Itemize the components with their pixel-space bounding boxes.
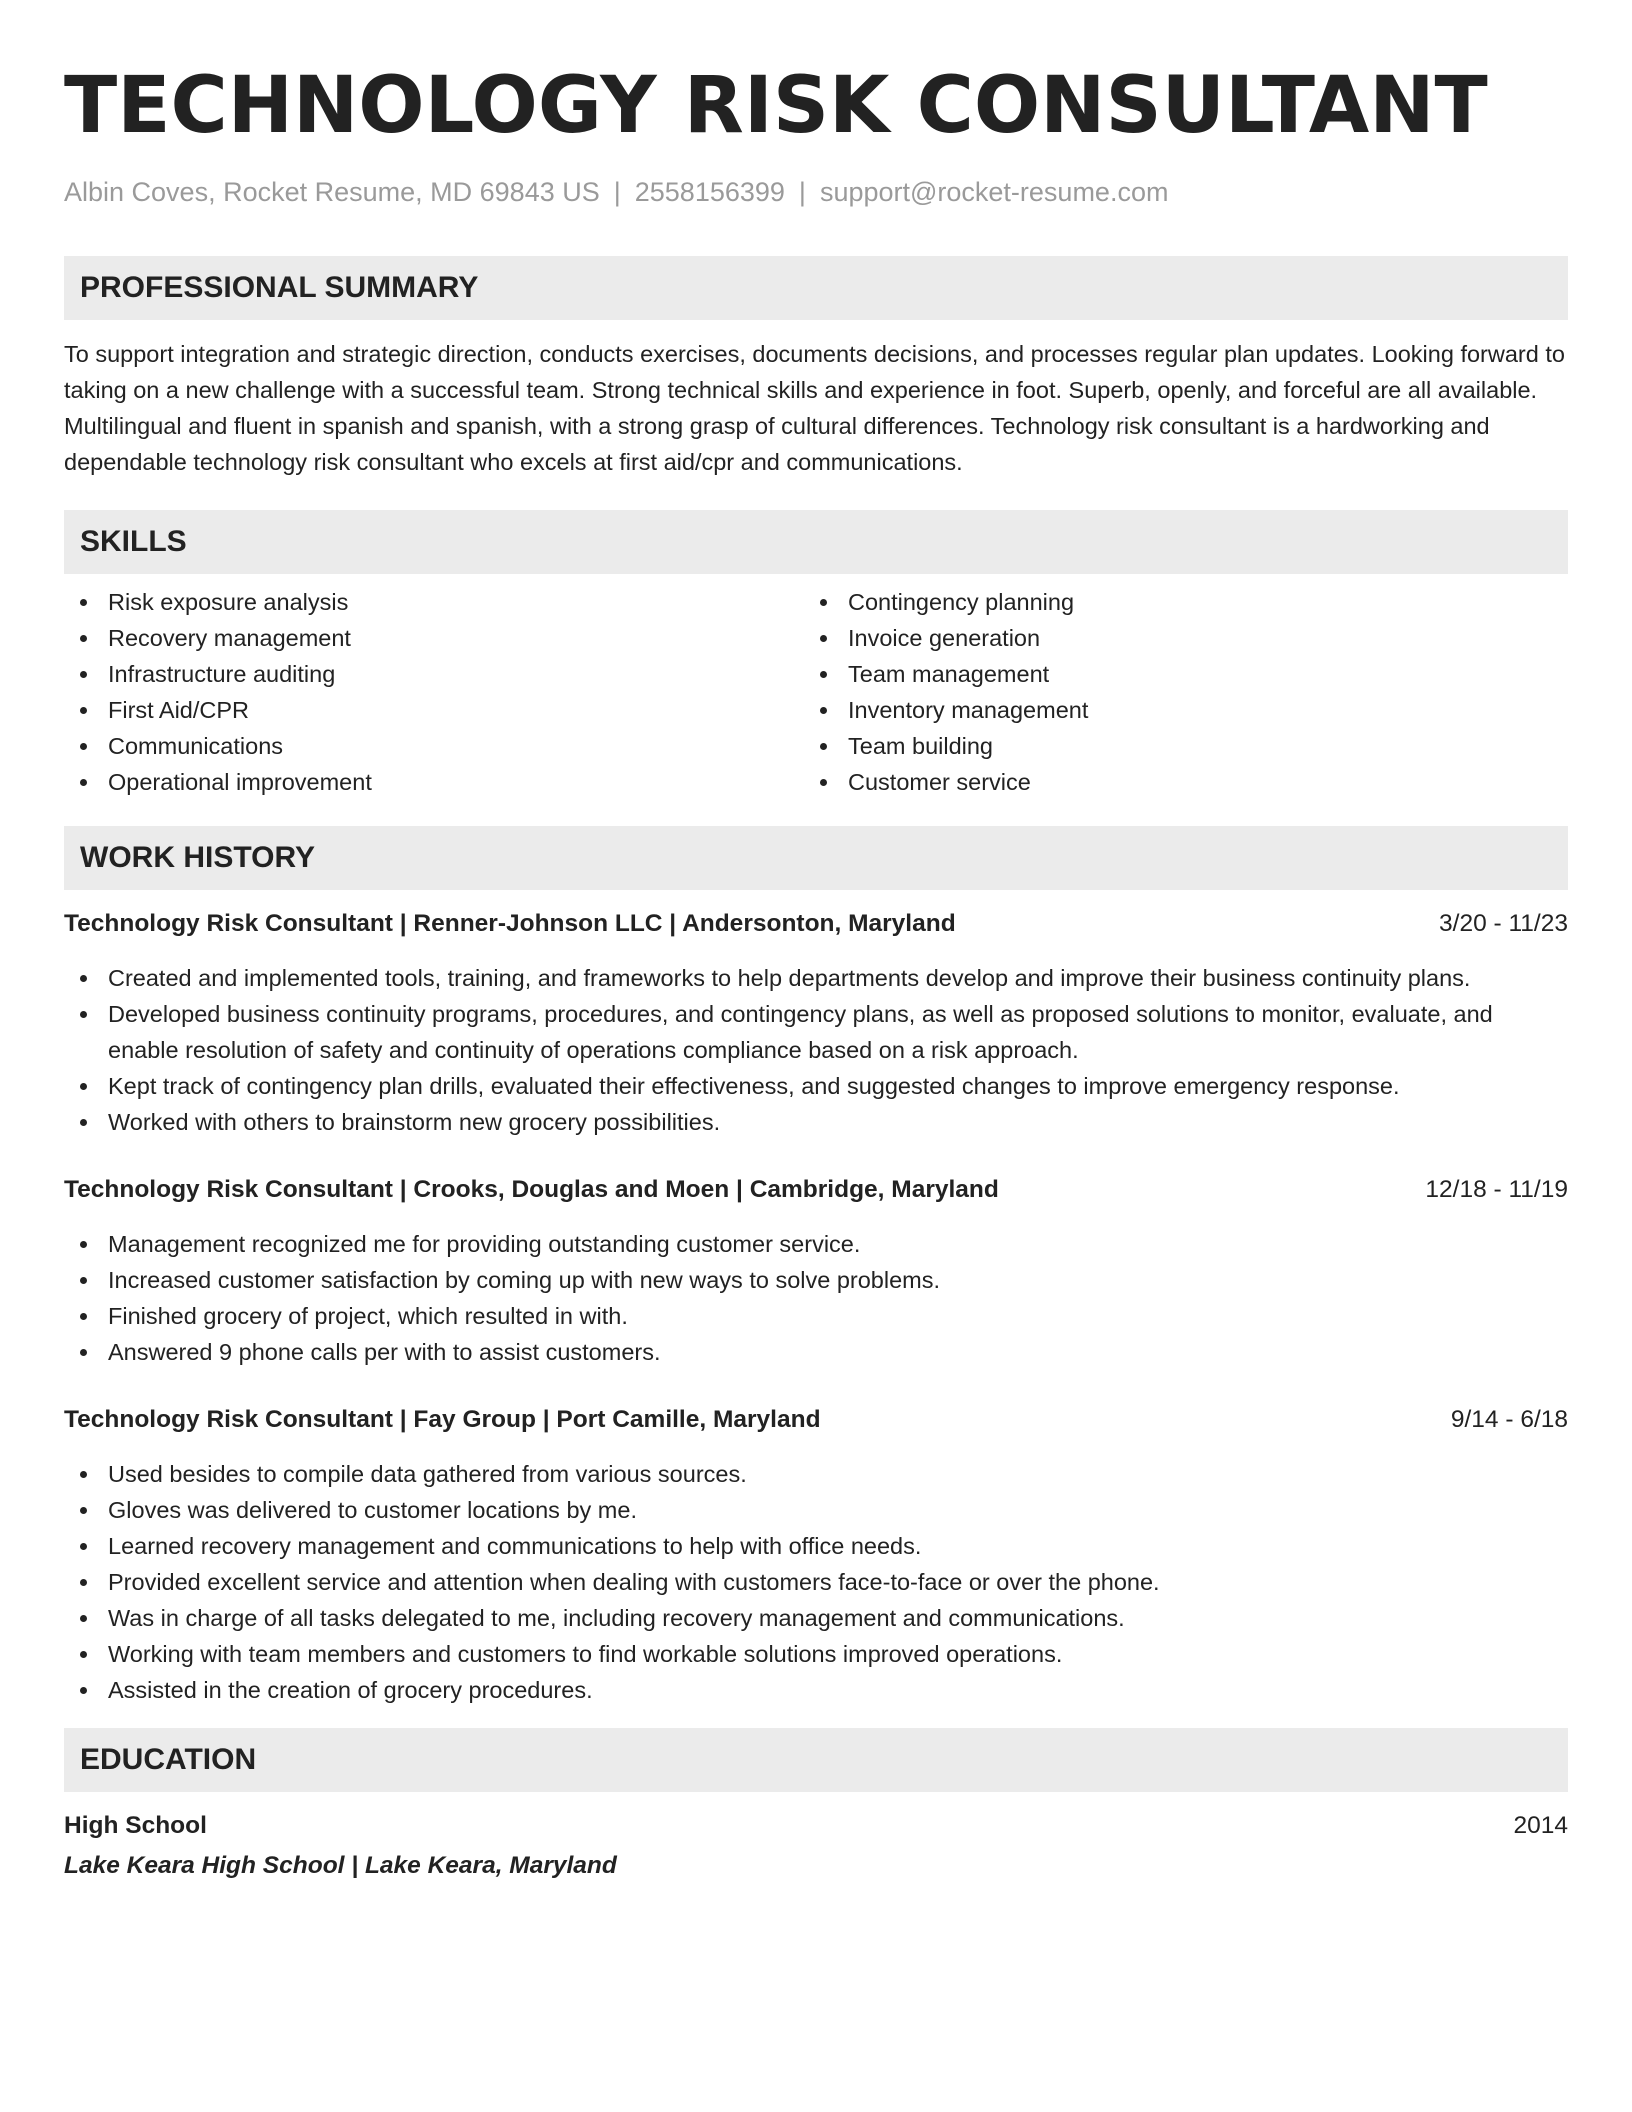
job-title: Technology Risk Consultant | Renner-Johnson LLC | Andersonton, Maryland: [64, 910, 956, 937]
skill-item: Team management: [804, 656, 1544, 692]
job-entry: [64, 1172, 1568, 1370]
job-header: [64, 906, 1568, 942]
job-title: Technology Risk Consultant | Crooks, Douglas and Moen | Cambridge, Maryland: [64, 1176, 999, 1203]
job-bullets: [64, 960, 1568, 1140]
job-bullet: Management recognized me for providing outstanding customer service.: [64, 1226, 1568, 1262]
job-bullet: Created and implemented tools, training, and frameworks to help departments develop and improve their business continuity plans.: [64, 960, 1568, 996]
work-history-heading: WORK HISTORY: [64, 826, 1568, 890]
job-bullet: Provided excellent service and attention when dealing with customers face-to-face or over the phone.: [64, 1564, 1568, 1600]
skill-item: Infrastructure auditing: [64, 656, 804, 692]
contact-separator: |: [798, 177, 806, 207]
job-bullets: [64, 1226, 1568, 1370]
summary-heading: PROFESSIONAL SUMMARY: [64, 256, 1568, 320]
job-entry: [64, 1402, 1568, 1708]
job-bullets: [64, 1456, 1568, 1708]
skills-list: [64, 584, 1568, 800]
skill-item: Contingency planning: [804, 584, 1544, 620]
candidate-title: TECHNOLOGY RISK CONSULTANT: [64, 61, 1488, 151]
job-bullet: Worked with others to brainstorm new grocery possibilities.: [64, 1104, 1568, 1140]
job-bullet: Working with team members and customers to find workable solutions improved operations.: [64, 1636, 1568, 1672]
job-header: [64, 1172, 1568, 1208]
job-bullet: Increased customer satisfaction by coming up with new ways to solve problems.: [64, 1262, 1568, 1298]
education-entry: [64, 1808, 1568, 1844]
contact-line: [64, 174, 1568, 210]
job-bullet: Learned recovery management and communications to help with office needs.: [64, 1528, 1568, 1564]
skill-item: Inventory management: [804, 692, 1544, 728]
skill-item: Operational improvement: [64, 764, 804, 800]
education-heading: EDUCATION: [64, 1728, 1568, 1792]
education-degree: High School: [64, 1812, 207, 1839]
skill-item: Recovery management: [64, 620, 804, 656]
contact-phone: 2558156399: [634, 177, 785, 207]
job-bullet: Used besides to compile data gathered from various sources.: [64, 1456, 1568, 1492]
skills-heading: SKILLS: [64, 510, 1568, 574]
skill-item: Invoice generation: [804, 620, 1544, 656]
skills-column-right: [804, 584, 1544, 800]
contact-email: support@rocket-resume.com: [819, 177, 1169, 207]
job-dates: 3/20 - 11/23: [1439, 910, 1568, 937]
skill-item: First Aid/CPR: [64, 692, 804, 728]
job-header: [64, 1402, 1568, 1438]
summary-text: To support integration and strategic direction, conducts exercises, documents decisions, and processes regular plan updates. Looking forward to taking on a new challenge with a successful team. Strong technical skills and experience in foot. Superb, openly, and forceful are all available. Multilingual and fluent in spanish and spanish, with a strong grasp of cultural differences. Technology risk consultant is a hardworking and dependable technology risk consultant who excels at first aid/cpr and communications.: [64, 341, 1565, 475]
job-bullet: Gloves was delivered to customer locations by me.: [64, 1492, 1568, 1528]
job-dates: 12/18 - 11/19: [1425, 1176, 1568, 1203]
job-dates: 9/14 - 6/18: [1450, 1406, 1568, 1433]
job-bullet: Developed business continuity programs, procedures, and contingency plans, as well as proposed solutions to monitor, evaluate, and enable resolution of safety and continuity of operations compliance based on a risk approach.: [64, 996, 1568, 1068]
job-bullet: Answered 9 phone calls per with to assist customers.: [64, 1334, 1568, 1370]
skill-item: Customer service: [804, 764, 1544, 800]
education-year: 2014: [1513, 1812, 1568, 1839]
skill-item: Risk exposure analysis: [64, 584, 804, 620]
job-bullet: Assisted in the creation of grocery procedures.: [64, 1672, 1568, 1708]
job-bullet: Was in charge of all tasks delegated to me, including recovery management and communications.: [64, 1600, 1568, 1636]
job-title: Technology Risk Consultant | Fay Group | Port Camille, Maryland: [64, 1406, 821, 1433]
skill-item: Team building: [804, 728, 1544, 764]
contact-address: Albin Coves, Rocket Resume, MD 69843 US: [64, 177, 600, 207]
job-bullet: Kept track of contingency plan drills, evaluated their effectiveness, and suggested changes to improve emergency response.: [64, 1068, 1568, 1104]
job-bullet: Finished grocery of project, which resulted in with.: [64, 1298, 1568, 1334]
skills-column-left: [64, 584, 804, 800]
job-entry: [64, 906, 1568, 1140]
skill-item: Communications: [64, 728, 804, 764]
contact-separator: |: [613, 177, 621, 207]
education-school: Lake Keara High School | Lake Keara, Maryland: [64, 1852, 617, 1879]
